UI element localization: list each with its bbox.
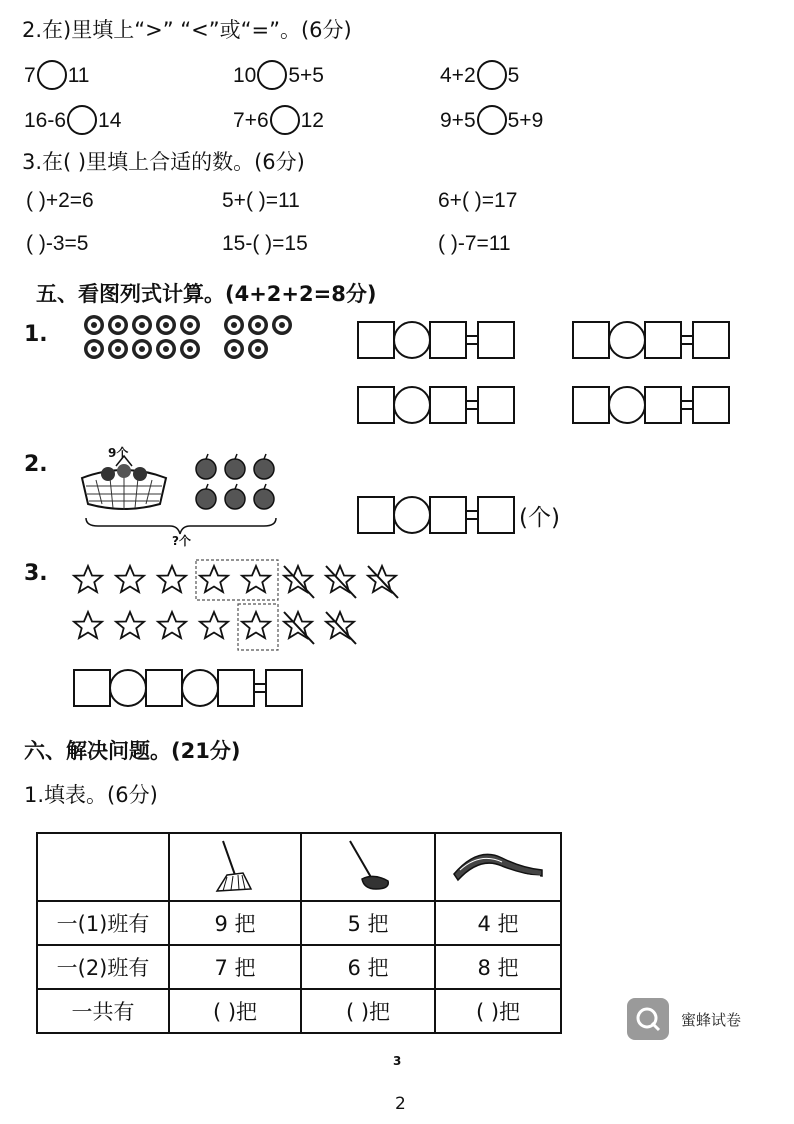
answer-box[interactable] bbox=[357, 321, 395, 359]
flower-icon bbox=[248, 339, 268, 359]
operator-circle[interactable] bbox=[393, 496, 431, 534]
watermark-logo bbox=[627, 998, 669, 1040]
flower-icon bbox=[108, 315, 128, 335]
answer-cell[interactable]: ( )把 bbox=[435, 989, 561, 1033]
star-icon bbox=[242, 612, 270, 638]
crossed-star-icon bbox=[326, 566, 356, 598]
subquestion-title: 1.填表。(6分) bbox=[24, 783, 158, 807]
flower-icon bbox=[180, 339, 200, 359]
basket-icon bbox=[82, 456, 166, 510]
fill-item[interactable]: 6+( )=17 bbox=[438, 189, 518, 212]
answer-box[interactable] bbox=[429, 321, 467, 359]
star-icon bbox=[116, 612, 144, 638]
compare-item: 16-6 14 bbox=[24, 105, 121, 135]
answer-circle[interactable] bbox=[270, 105, 300, 135]
star-icon bbox=[74, 566, 102, 592]
table-cell: 4 把 bbox=[435, 901, 561, 945]
flower-icon bbox=[224, 339, 244, 359]
operator-circle[interactable] bbox=[608, 321, 646, 359]
table-cell: 7 把 bbox=[169, 945, 301, 989]
header-cell bbox=[169, 833, 301, 901]
cloth-icon bbox=[448, 840, 548, 890]
section5-title: 五、看图列式计算。(4+2+2=8分) bbox=[36, 282, 377, 306]
page-number: 2 bbox=[395, 1094, 406, 1114]
flower-icon bbox=[108, 339, 128, 359]
answer-box[interactable] bbox=[477, 321, 515, 359]
table-cell: 6 把 bbox=[301, 945, 435, 989]
fill-item[interactable]: 5+( )=11 bbox=[222, 189, 300, 212]
fill-item[interactable]: ( )-7=11 bbox=[438, 232, 511, 255]
q2-title: 2.在)里填上“>” “<”或“=”。(6分) bbox=[22, 18, 352, 42]
table-corner bbox=[37, 833, 169, 901]
compare-item: 7 11 bbox=[24, 60, 90, 90]
crossed-star-icon bbox=[368, 566, 398, 598]
flower-icon bbox=[272, 315, 292, 335]
bee-logo-icon bbox=[634, 1005, 662, 1033]
flower-picture bbox=[78, 313, 300, 363]
star-icon bbox=[158, 612, 186, 638]
table-row bbox=[37, 945, 561, 989]
equation-row bbox=[73, 669, 303, 707]
equation-row bbox=[357, 321, 515, 359]
equation-row bbox=[572, 386, 730, 424]
answer-box[interactable] bbox=[477, 386, 515, 424]
row-label: 一(1)班有 bbox=[37, 901, 169, 945]
answer-circle[interactable] bbox=[257, 60, 287, 90]
flower-icon bbox=[156, 339, 176, 359]
table-header-row bbox=[37, 833, 561, 901]
apple-icon bbox=[196, 454, 216, 479]
flower-icon bbox=[132, 339, 152, 359]
answer-box[interactable] bbox=[217, 669, 255, 707]
table-cell: 8 把 bbox=[435, 945, 561, 989]
operator-circle[interactable] bbox=[181, 669, 219, 707]
star-icon bbox=[74, 612, 102, 638]
table-row bbox=[37, 901, 561, 945]
row-label: 一(2)班有 bbox=[37, 945, 169, 989]
answer-box[interactable] bbox=[429, 386, 467, 424]
basket-count-label: 9个 bbox=[108, 446, 129, 460]
total-unknown-label: ?个 bbox=[172, 534, 191, 548]
apple-icon bbox=[225, 484, 245, 509]
equation-row bbox=[572, 321, 730, 359]
flower-icon bbox=[132, 315, 152, 335]
section6-title: 六、解决问题。(21分) bbox=[24, 739, 241, 763]
unit-label: (个) bbox=[519, 504, 560, 531]
answer-box[interactable] bbox=[357, 386, 395, 424]
answer-box[interactable] bbox=[572, 386, 610, 424]
star-icon bbox=[158, 566, 186, 592]
table-cell: 5 把 bbox=[301, 901, 435, 945]
answer-cell[interactable]: ( )把 bbox=[169, 989, 301, 1033]
flower-icon bbox=[84, 315, 104, 335]
star-icon bbox=[200, 612, 228, 638]
equation-row bbox=[357, 496, 560, 534]
operator-circle[interactable] bbox=[393, 386, 431, 424]
answer-box[interactable] bbox=[692, 321, 730, 359]
answer-box[interactable] bbox=[644, 321, 682, 359]
flower-icon bbox=[248, 315, 268, 335]
table-row bbox=[37, 989, 561, 1033]
compare-item: 7+6 12 bbox=[233, 105, 324, 135]
apple-picture bbox=[78, 452, 283, 542]
compare-item: 4+2 5 bbox=[440, 60, 519, 90]
fill-item[interactable]: ( )-3=5 bbox=[26, 232, 89, 255]
operator-circle[interactable] bbox=[608, 386, 646, 424]
problem-number: 1. bbox=[24, 322, 48, 347]
broom-icon bbox=[205, 837, 265, 893]
answer-cell[interactable]: ( )把 bbox=[301, 989, 435, 1033]
flower-icon bbox=[84, 339, 104, 359]
table-cell: 9 把 bbox=[169, 901, 301, 945]
fill-item[interactable]: ( )+2=6 bbox=[26, 189, 94, 212]
star-picture bbox=[68, 558, 413, 654]
answer-box[interactable] bbox=[357, 496, 395, 534]
apple-icon bbox=[254, 484, 274, 509]
star-icon bbox=[116, 566, 144, 592]
answer-circle[interactable] bbox=[477, 60, 507, 90]
watermark bbox=[627, 998, 741, 1040]
crossed-star-icon bbox=[284, 566, 314, 598]
flower-icon bbox=[224, 315, 244, 335]
row-label: 一共有 bbox=[37, 989, 169, 1033]
watermark-text: 蜜蜂试卷 bbox=[681, 1010, 742, 1029]
small-page-mark: 3 bbox=[393, 1054, 402, 1068]
answer-box[interactable] bbox=[477, 496, 515, 534]
answer-box[interactable] bbox=[692, 386, 730, 424]
apple-icon bbox=[254, 454, 274, 479]
operator-circle[interactable] bbox=[393, 321, 431, 359]
compare-item: 9+5 5+9 bbox=[440, 105, 543, 135]
star-icon bbox=[242, 566, 270, 592]
answer-circle[interactable] bbox=[67, 105, 97, 135]
answer-circle[interactable] bbox=[37, 60, 67, 90]
star-icon bbox=[200, 566, 228, 592]
answer-circle[interactable] bbox=[477, 105, 507, 135]
flower-icon bbox=[180, 315, 200, 335]
answer-box[interactable] bbox=[145, 669, 183, 707]
problem-number: 3. bbox=[24, 561, 48, 586]
header-cell bbox=[435, 833, 561, 901]
fill-table bbox=[36, 832, 562, 1034]
operator-circle[interactable] bbox=[109, 669, 147, 707]
flower-icon bbox=[156, 315, 176, 335]
compare-item: 10 5+5 bbox=[233, 60, 324, 90]
apple-icon bbox=[225, 454, 245, 479]
apple-icon bbox=[196, 484, 216, 509]
crossed-star-icon bbox=[326, 612, 356, 644]
crossed-star-icon bbox=[284, 612, 314, 644]
answer-box[interactable] bbox=[265, 669, 303, 707]
answer-box[interactable] bbox=[429, 496, 467, 534]
answer-box[interactable] bbox=[572, 321, 610, 359]
q3-title: 3.在( )里填上合适的数。(6分) bbox=[22, 150, 305, 174]
answer-box[interactable] bbox=[644, 386, 682, 424]
fill-item[interactable]: 15-( )=15 bbox=[222, 232, 308, 255]
header-cell bbox=[301, 833, 435, 901]
problem-number: 2. bbox=[24, 452, 48, 477]
equation-row bbox=[357, 386, 515, 424]
mop-icon bbox=[338, 837, 398, 893]
answer-box[interactable] bbox=[73, 669, 111, 707]
